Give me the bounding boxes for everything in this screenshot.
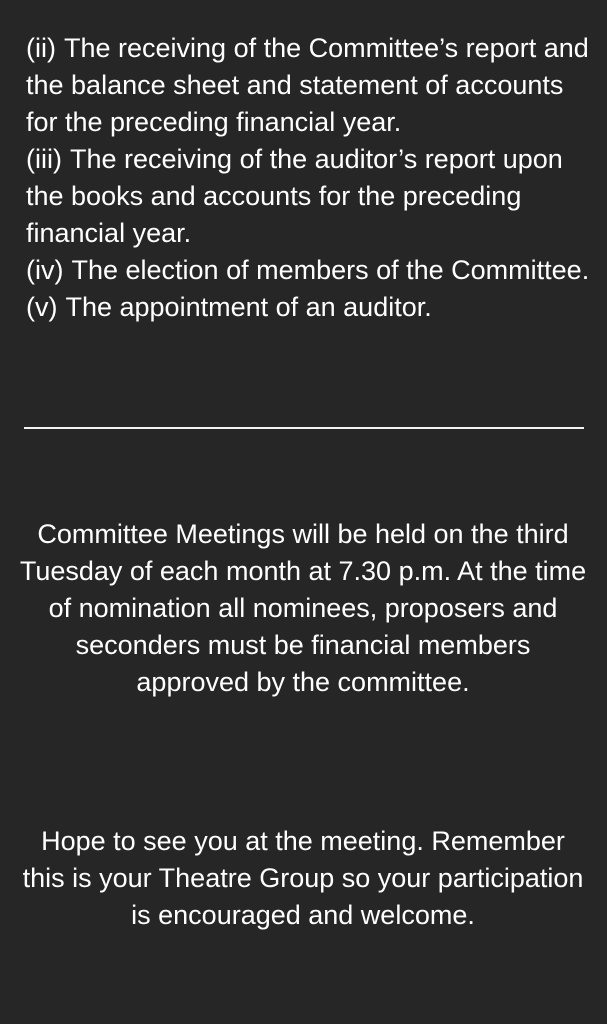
agenda-list	[26, 30, 596, 326]
section-divider	[24, 427, 584, 429]
meetings-paragraph: Committee Meetings will be held on the third Tuesday of each month at 7.30 p.m. At the time of nomination all nominees, proposers and seconders must be financial members approved by the committee.	[19, 519, 587, 697]
closing-paragraph: Hope to see you at the meeting. Remember this is your Theatre Group so your participation is encouraged and welcome.	[22, 826, 584, 930]
agenda-item-text: The receiving of the Committee’s report and the balance sheet and statement of accounts for the preceding financial year.	[26, 33, 589, 137]
agenda-item-iv	[26, 252, 596, 289]
agenda-item-number: (iv)	[26, 255, 64, 285]
agenda-item-ii	[26, 30, 596, 141]
agenda-item-text: The appointment of an auditor.	[65, 292, 432, 322]
agenda-item-text: The election of members of the Committee.	[71, 255, 590, 285]
agenda-item-number: (v)	[26, 292, 58, 322]
agenda-item-number: (ii)	[26, 33, 56, 63]
agenda-item-v	[26, 289, 596, 326]
agenda-item-iii	[26, 141, 596, 252]
agenda-item-text: The receiving of the auditor’s report upon the books and accounts for the preceding financial year.	[26, 144, 563, 248]
agenda-item-number: (iii)	[26, 144, 62, 174]
